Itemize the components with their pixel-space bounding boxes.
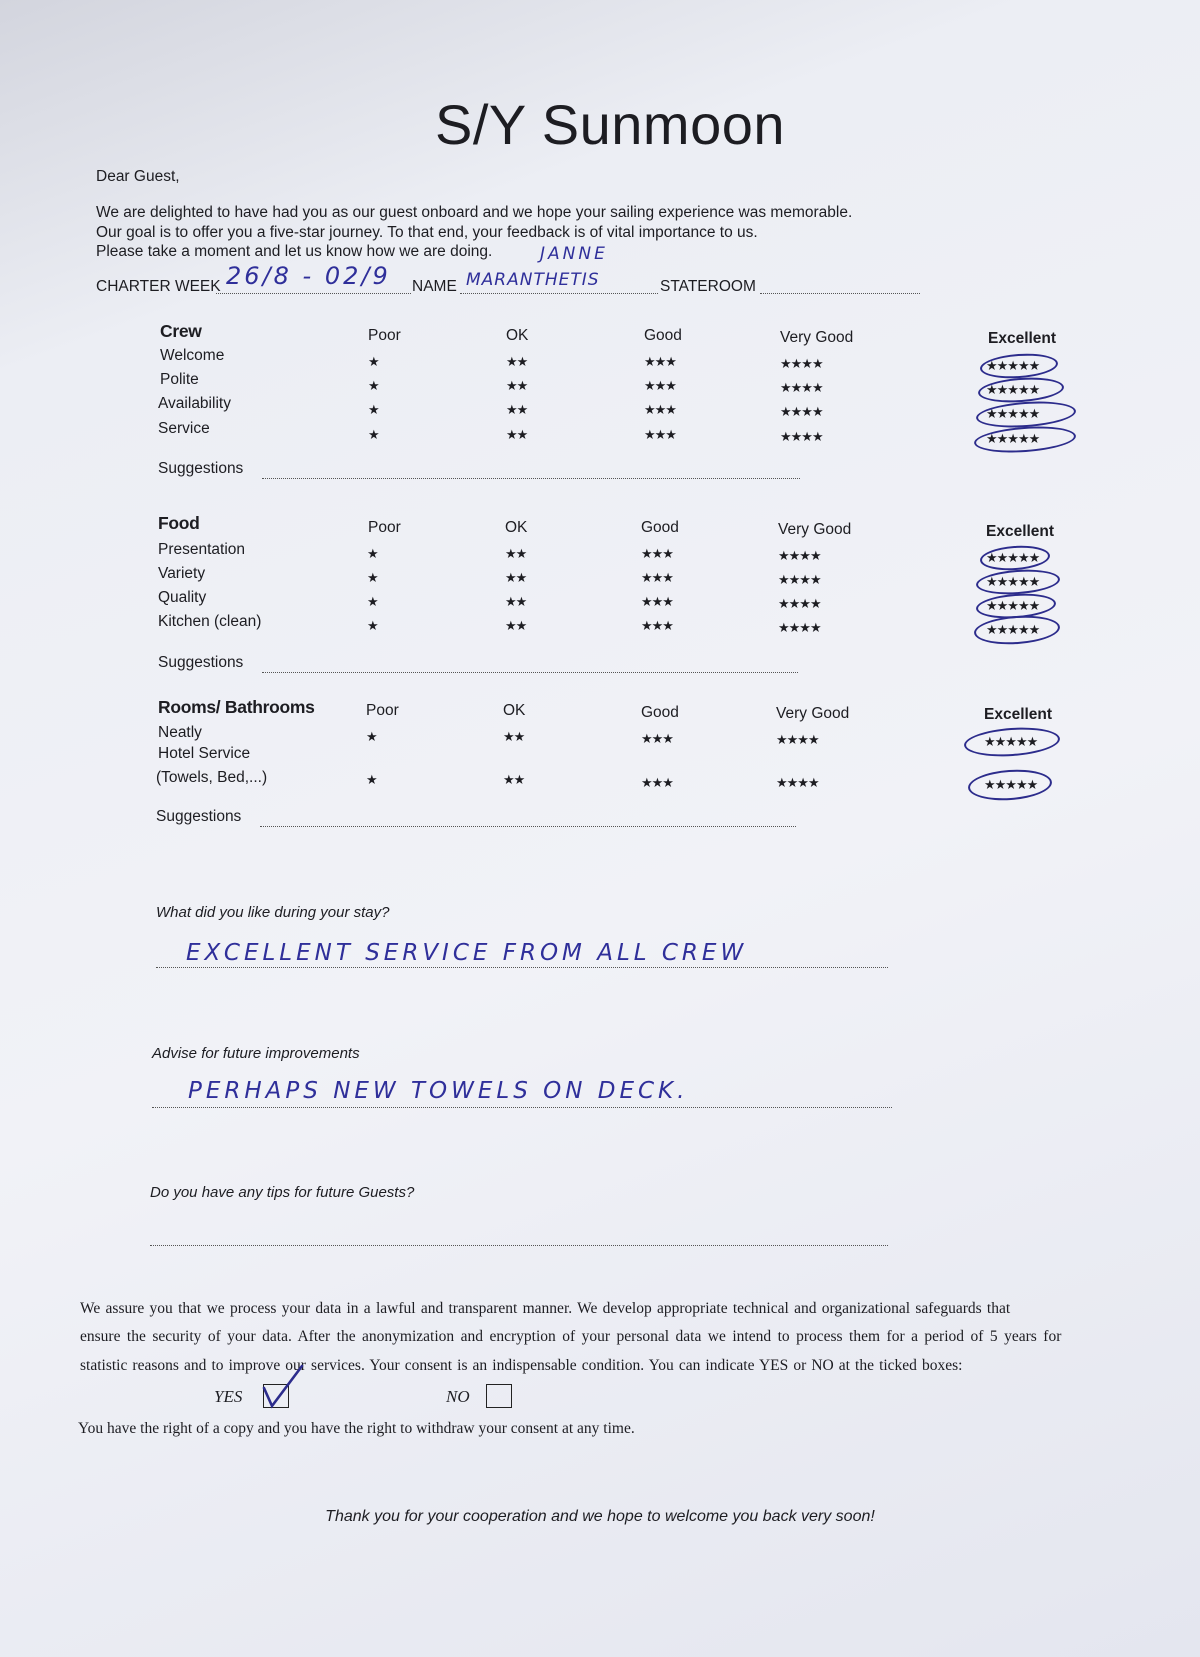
consent-no-checkbox[interactable]	[486, 1384, 512, 1408]
rooms-suggestions-line[interactable]	[260, 826, 796, 827]
star-option-selected[interactable]: ★★★★★	[986, 431, 1040, 446]
crew-item-welcome: Welcome	[160, 347, 225, 364]
star-option-selected[interactable]: ★★★★★	[986, 382, 1040, 397]
selection-circle	[967, 767, 1053, 803]
star-option[interactable]: ★	[368, 378, 379, 393]
charter-week-line	[216, 293, 411, 294]
greeting: Dear Guest,	[96, 168, 180, 185]
col-excellent: Excellent	[984, 706, 1053, 723]
crew-item-service: Service	[158, 420, 210, 437]
selection-circle	[975, 399, 1077, 431]
star-option[interactable]: ★★	[505, 618, 527, 633]
star-option[interactable]: ★★★★	[780, 404, 823, 419]
star-option[interactable]: ★★★★	[778, 620, 821, 635]
star-option[interactable]: ★	[368, 402, 379, 417]
section-title-rooms: Rooms/ Bathrooms	[158, 697, 315, 717]
question-tips: Do you have any tips for future Guests?	[150, 1184, 415, 1201]
star-option-selected[interactable]: ★★★★★	[986, 574, 1040, 589]
star-option-selected[interactable]: ★★★★★	[986, 406, 1040, 421]
crew-suggestions-line[interactable]	[262, 478, 800, 479]
name-value[interactable]: MARANTHETIS	[466, 270, 600, 290]
star-option[interactable]: ★★	[503, 772, 525, 787]
star-option[interactable]: ★★★	[641, 594, 673, 609]
section-title-crew: Crew	[160, 321, 202, 341]
charter-week-value[interactable]: 26/8 - 02/9	[226, 262, 391, 290]
col-poor: Poor	[366, 702, 399, 719]
answer-improvements[interactable]: PERHAPS NEW TOWELS ON DECK.	[188, 1078, 689, 1104]
star-option[interactable]: ★★★	[644, 354, 676, 369]
star-option[interactable]: ★	[367, 618, 378, 633]
question-liked: What did you like during your stay?	[156, 904, 390, 921]
star-option[interactable]: ★★	[505, 570, 527, 585]
col-ok: OK	[505, 519, 528, 536]
selection-circle	[973, 613, 1061, 647]
col-poor: Poor	[368, 327, 401, 344]
rooms-item-towels: (Towels, Bed,...)	[156, 769, 268, 786]
star-option[interactable]: ★★★	[641, 546, 673, 561]
star-option[interactable]: ★★★	[644, 402, 676, 417]
star-option[interactable]: ★★★	[641, 775, 673, 790]
star-option[interactable]: ★★★★	[778, 572, 821, 587]
charter-week-label: CHARTER WEEK	[96, 278, 221, 295]
star-option[interactable]: ★★★	[644, 378, 676, 393]
selection-circle	[979, 351, 1058, 380]
food-item-presentation: Presentation	[158, 541, 246, 558]
star-option-selected[interactable]: ★★★★★	[986, 622, 1040, 637]
star-option[interactable]: ★★★★	[778, 596, 821, 611]
consent-yes-label: YES	[214, 1387, 243, 1406]
consent-footer-line: You have the right of a copy and you have the right to withdraw your consent at any time.	[78, 1420, 635, 1437]
star-option-selected[interactable]: ★★★★★	[986, 550, 1040, 565]
star-option[interactable]: ★★	[505, 594, 527, 609]
col-excellent: Excellent	[986, 523, 1055, 540]
star-option[interactable]: ★★★★	[780, 356, 823, 371]
star-option[interactable]: ★★	[505, 546, 527, 561]
star-option[interactable]: ★★★★	[776, 732, 819, 747]
food-suggestions-label: Suggestions	[158, 654, 244, 671]
col-very-good: Very Good	[778, 521, 852, 538]
col-poor: Poor	[368, 519, 401, 536]
col-good: Good	[641, 704, 679, 721]
crew-suggestions-label: Suggestions	[158, 460, 244, 477]
stateroom-label: STATEROOM	[660, 278, 756, 295]
col-very-good: Very Good	[776, 705, 850, 722]
section-title-food: Food	[158, 513, 200, 533]
star-option-selected[interactable]: ★★★★★	[986, 598, 1040, 613]
star-option[interactable]: ★★★★	[776, 775, 819, 790]
check-mark-icon	[258, 1362, 308, 1412]
selection-circle	[975, 567, 1060, 597]
star-option[interactable]: ★★	[506, 378, 528, 393]
star-option[interactable]: ★★★	[641, 618, 673, 633]
col-very-good: Very Good	[780, 329, 854, 346]
answer-liked[interactable]: EXCELLENT SERVICE FROM ALL CREW	[186, 940, 748, 966]
star-option[interactable]: ★	[367, 546, 378, 561]
consent-line-3: statistic reasons and to improve our services. Your consent is an indispensable condition. You can indicate YES or NO at the ticked boxes:	[80, 1357, 963, 1374]
star-option[interactable]: ★	[368, 427, 379, 442]
question-improvements: Advise for future improvements	[152, 1045, 360, 1062]
star-option[interactable]: ★★★★	[778, 548, 821, 563]
col-good: Good	[641, 519, 679, 536]
crew-item-polite: Polite	[160, 371, 199, 388]
name-value-top[interactable]: JANNE	[540, 244, 608, 264]
food-item-variety: Variety	[158, 565, 206, 582]
star-option[interactable]: ★★	[506, 354, 528, 369]
star-option[interactable]: ★★★	[641, 731, 673, 746]
star-option-selected[interactable]: ★★★★★	[984, 734, 1038, 749]
answer-line-liked[interactable]	[156, 967, 888, 968]
closing-line: Thank you for your cooperation and we hope to welcome you back very soon!	[325, 1508, 875, 1525]
form-title: S/Y Sunmoon	[434, 93, 786, 156]
col-good: Good	[644, 327, 682, 344]
name-line	[460, 293, 658, 294]
answer-line-tips[interactable]	[150, 1245, 888, 1246]
star-option[interactable]: ★★★★	[780, 429, 823, 444]
food-item-quality: Quality	[158, 589, 207, 606]
star-option[interactable]: ★★★★	[780, 380, 823, 395]
col-ok: OK	[503, 702, 526, 719]
answer-line-improvements[interactable]	[152, 1107, 892, 1108]
star-option[interactable]: ★★	[506, 402, 528, 417]
rooms-item-hotel-service: Hotel Service	[158, 745, 251, 762]
food-suggestions-line[interactable]	[262, 672, 798, 673]
star-option[interactable]: ★★	[503, 729, 525, 744]
intro-line-3: Please take a moment and let us know how we are doing.	[96, 243, 493, 260]
star-option-selected[interactable]: ★★★★★	[986, 358, 1040, 373]
consent-line-1: We assure you that we process your data in a lawful and transparent manner. We develop appropriate technical and organizational safeguards that	[80, 1300, 1011, 1317]
star-option-selected[interactable]: ★★★★★	[984, 777, 1038, 792]
intro-line-1: We are delighted to have had you as our guest onboard and we hope your sailing experience was memorable.	[96, 204, 853, 221]
selection-circle	[979, 544, 1051, 573]
star-option[interactable]: ★	[366, 729, 377, 744]
name-label: NAME	[412, 278, 457, 295]
star-option[interactable]: ★★★	[644, 427, 676, 442]
intro-line-2: Our goal is to offer you a five-star journey. To that end, your feedback is of vital importance to us.	[96, 224, 758, 241]
consent-line-2: ensure the security of your data. After the anonymization and encryption of your personal data we intend to process them for a period of 5 years for	[80, 1328, 1062, 1345]
star-option[interactable]: ★	[366, 772, 377, 787]
rooms-item-neatly: Neatly	[158, 724, 202, 741]
selection-circle	[963, 725, 1061, 760]
star-option[interactable]: ★★	[506, 427, 528, 442]
selection-circle	[973, 423, 1076, 455]
star-option[interactable]: ★	[367, 570, 378, 585]
star-option[interactable]: ★	[368, 354, 379, 369]
col-ok: OK	[506, 327, 529, 344]
rooms-suggestions-label: Suggestions	[156, 808, 242, 825]
crew-item-availability: Availability	[158, 395, 231, 412]
stateroom-line[interactable]	[760, 293, 920, 294]
col-excellent: Excellent	[988, 330, 1057, 347]
consent-no-label: NO	[446, 1387, 470, 1406]
selection-circle	[977, 375, 1064, 405]
food-item-kitchen: Kitchen (clean)	[158, 613, 262, 630]
star-option[interactable]: ★	[367, 594, 378, 609]
star-option[interactable]: ★★★	[641, 570, 673, 585]
